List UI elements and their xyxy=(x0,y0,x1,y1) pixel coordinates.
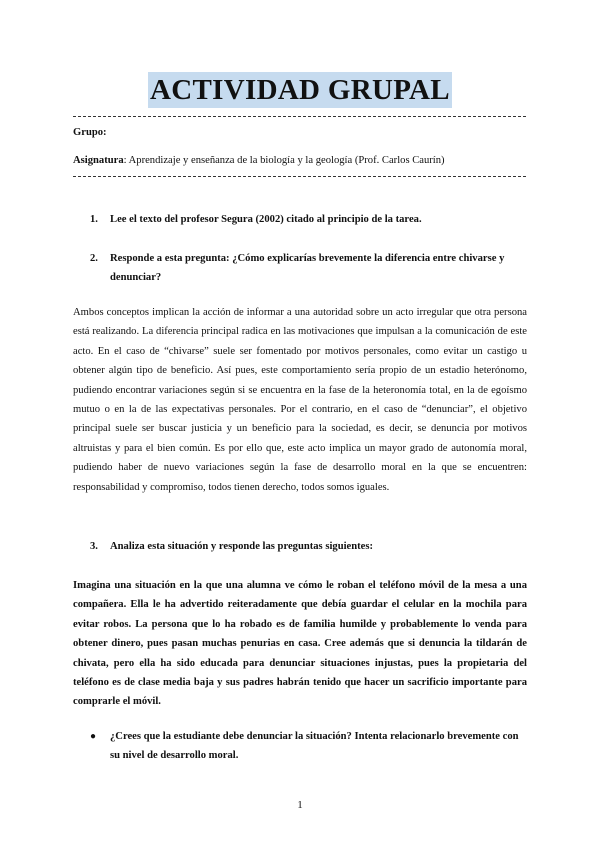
question-2 xyxy=(90,249,530,288)
question-number: 3. xyxy=(90,541,98,552)
page-number: 1 xyxy=(297,799,303,811)
title-container xyxy=(0,72,600,108)
question-text: Analiza esta situación y responde las preguntas siguientes: xyxy=(110,541,374,552)
grupo-label: Grupo: xyxy=(73,127,107,138)
bullet-question xyxy=(90,727,530,766)
scenario-paragraph: Imagina una situación en la que una alumna ve cómo le roban el teléfono móvil de la mesa a una compañera. Ella le ha advertido reiteradamente que debía guardar el celular en la mochila para evitar robos. La persona que lo ha robado es de familia humilde y probablemente lo venda para obtener dinero, pues pasan muchas penurias en casa. Cree además que si denuncia la tildarán de chivata, pero ella ha sido educada para denunciar situaciones injustas, pues la propietaria del teléfono es de clase media baja y sus padres habrán tenido que hacer un sacrificio importante para comprarle el móvil. xyxy=(73,580,527,708)
question-number: 1. xyxy=(90,214,98,225)
dashed-divider-top xyxy=(73,116,526,117)
document-title: ACTIVIDAD GRUPAL xyxy=(150,74,450,106)
question-1 xyxy=(90,210,530,229)
bullet-text: ¿Crees que la estudiante debe denunciar la situación? Intenta relacionarlo brevemente con su nivel de desarrollo moral. xyxy=(110,731,519,762)
question-text: Lee el texto del profesor Segura (2002) citado al principio de la tarea. xyxy=(110,214,422,225)
asignatura-line xyxy=(73,151,533,170)
asignatura-label: Asignatura xyxy=(73,155,124,166)
question-text: Responde a esta pregunta: ¿Cómo explicarías brevemente la diferencia entre chivarse y denunciar? xyxy=(110,253,505,284)
question-number: 2. xyxy=(90,253,98,264)
question-3 xyxy=(90,537,530,556)
dashed-divider-bottom xyxy=(73,176,526,177)
asignatura-value: : Aprendizaje y enseñanza de la biología y la geología (Prof. Carlos Caurín) xyxy=(123,155,445,166)
bullet-icon: ● xyxy=(90,731,97,742)
answer-paragraph: Ambos conceptos implican la acción de informar a una autoridad sobre un acto irregular que otra persona está realizando. La diferencia principal radica en las motivaciones que impulsan a la comunicación de este acto. En el caso de “chivarse” suele ser fomentado por motivos personales, como evitar un castigo u obtener algún tipo de beneficio. Así pues, este comportamiento sería propio de un estadio heterónomo, pudiendo encontrar variaciones según si se encuentra en la fase de la heteronomía total, en la de egoísmo mutuo o en la de las expectativas personales. Por el contrario, en el caso de “denunciar”, el objetivo principal suele ser buscar justicia y un beneficio para la sociedad, es decir, se denuncia por motivos altruistas y para el bien común. Es por ello que, este acto implica un mayor grado de autonomía moral, pudiendo haber de nuevo variaciones según la fase de desarrollo moral en la que se encuentren: responsabilidad y compromiso, todos tienen derecho, todos somos iguales. xyxy=(73,307,527,493)
